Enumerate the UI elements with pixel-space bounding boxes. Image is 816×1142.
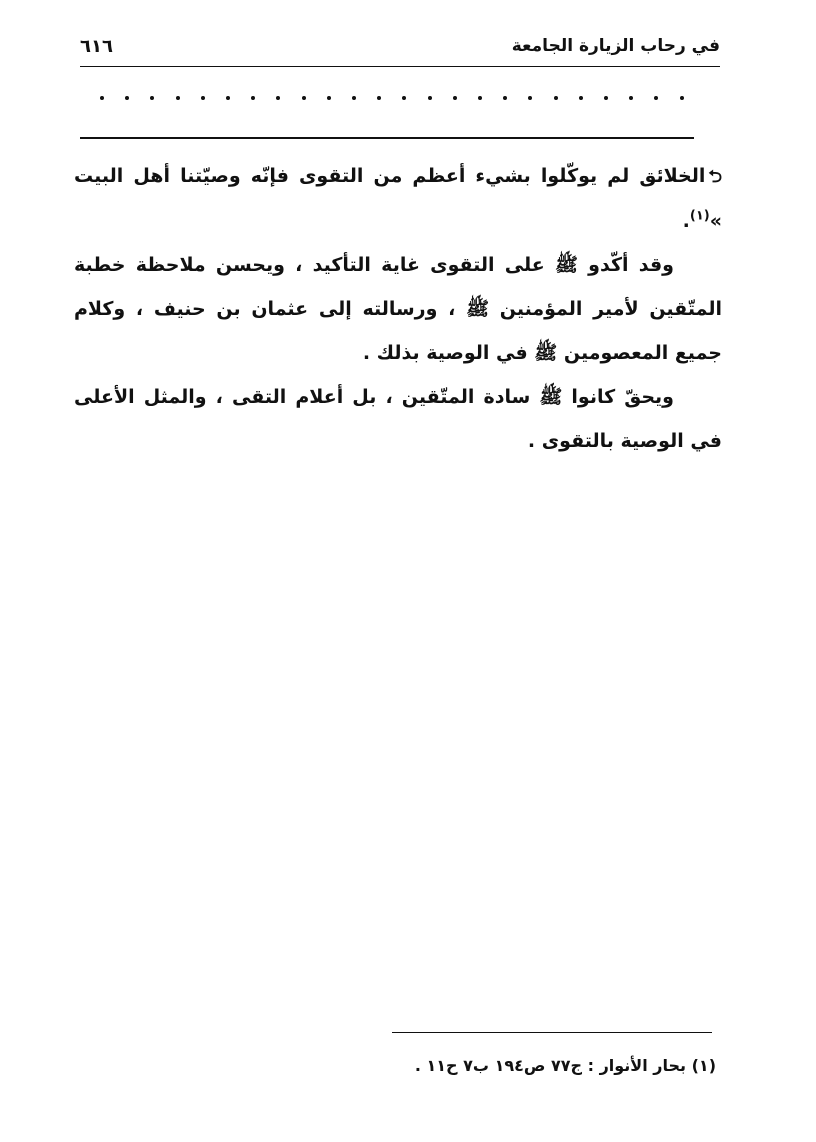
paragraph-2: ويحقّ كانوا ﷺ سادة المتّقين ، بل أعلام التقى ، والمثل الأعلى في الوصية بالتقوى .	[74, 386, 722, 452]
ellipsis-dot	[680, 96, 684, 100]
ellipsis-dot	[276, 96, 280, 100]
paragraph-1: وقد أكّدو ﷺ على التقوى غاية التأكيد ، ويحسن ملاحظة خطبة المتّقين لأمير المؤمنين ﷺ ، ورسالته إلى عثمان بن حنيف ، وكلام جميع المعصومين ﷺ في الوصية بذلك .	[74, 254, 722, 364]
page-number: ٦١٦	[80, 36, 113, 57]
ellipsis-dot	[503, 96, 507, 100]
ellipsis-dot	[528, 96, 532, 100]
ellipsis-dot	[654, 96, 658, 100]
ellipsis-dot	[176, 96, 180, 100]
ellipsis-dot	[554, 96, 558, 100]
running-header	[80, 30, 720, 67]
ellipsis-dot	[579, 96, 583, 100]
ellipsis-dot	[150, 96, 154, 100]
ellipsis-dot	[327, 96, 331, 100]
footnote: (١) بحار الأنوار : ج٧٧ ص١٩٤ ب٧ ح١١ .	[414, 1056, 716, 1075]
book-title: في رحاب الزيارة الجامعة	[511, 36, 720, 56]
ellipsis-dot	[402, 96, 406, 100]
ellipsis-dot	[629, 96, 633, 100]
ellipsis-dot	[377, 96, 381, 100]
ellipsis-dot	[352, 96, 356, 100]
ellipsis-dot	[604, 96, 608, 100]
ellipsis-dot	[302, 96, 306, 100]
ellipsis-dots	[80, 96, 720, 116]
continuation-paragraph	[74, 154, 722, 243]
ellipsis-dot	[453, 96, 457, 100]
continuation-arrow-icon: ⮌	[708, 167, 722, 187]
footnote-rule	[392, 1032, 712, 1033]
body-text	[74, 154, 722, 463]
ellipsis-dot	[201, 96, 205, 100]
continuation-line: الخلائق لم يوكّلوا بشيء أعظم من التقوى فإنّه وصيّتنا أهل البيت »	[74, 165, 722, 232]
ellipsis-dot	[226, 96, 230, 100]
ellipsis-dot	[251, 96, 255, 100]
ellipsis-dot	[428, 96, 432, 100]
ellipsis-dot	[100, 96, 104, 100]
ellipsis-dot	[478, 96, 482, 100]
footnote-reference: (١)	[689, 208, 710, 224]
ellipsis-dot	[125, 96, 129, 100]
continuation-end: .	[682, 210, 690, 232]
separator-rule	[80, 137, 694, 139]
